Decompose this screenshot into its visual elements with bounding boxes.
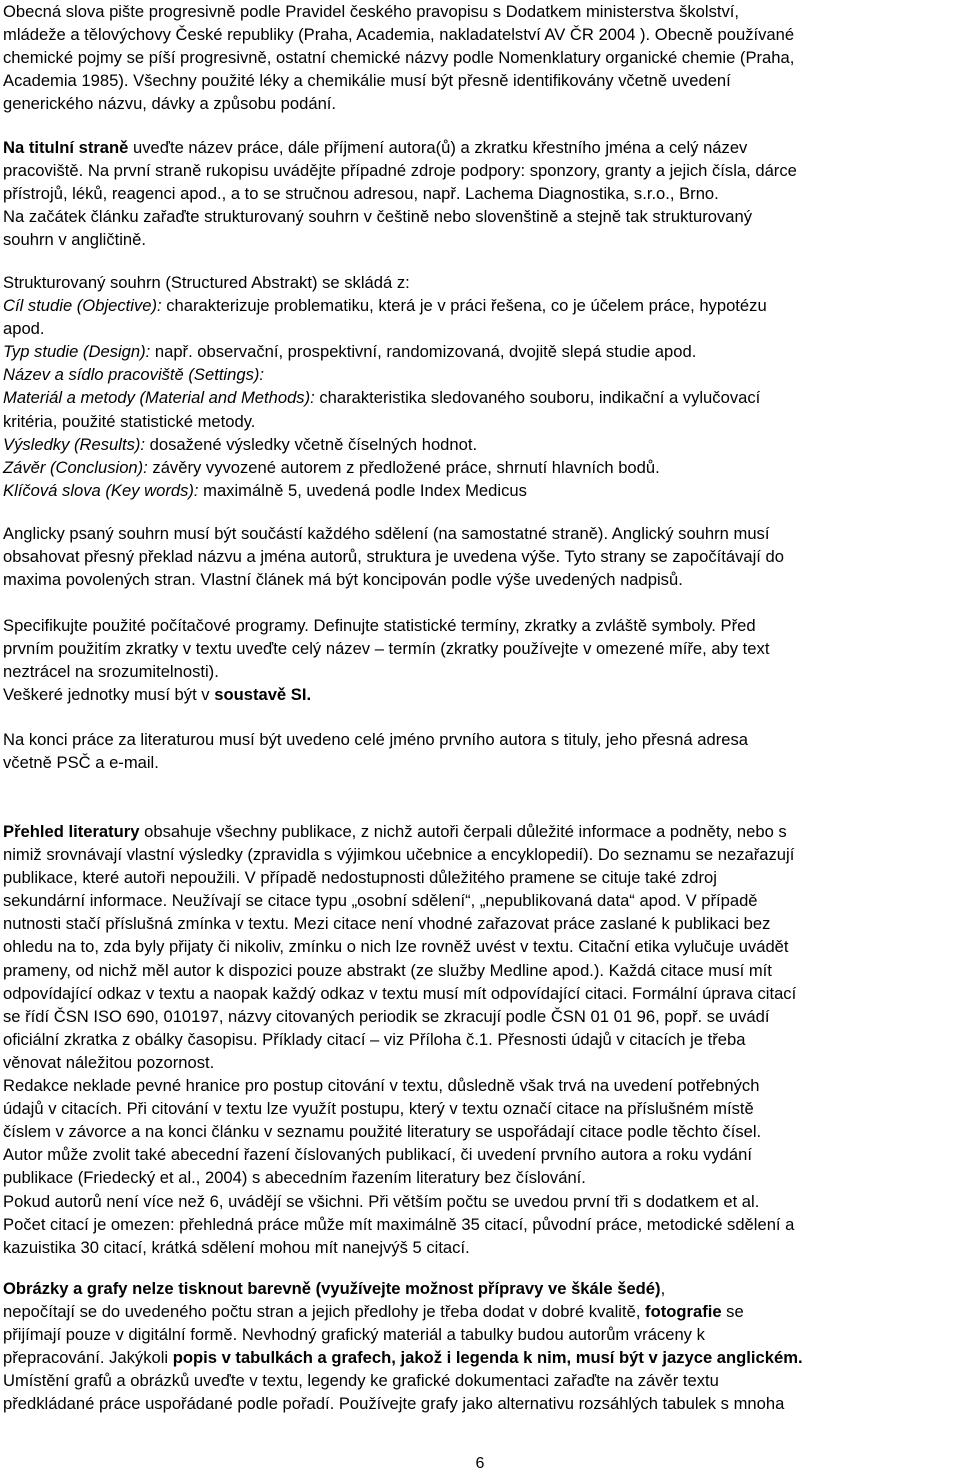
abstract-item [3, 479, 958, 502]
text-line: publikace, které autoři nepoužili. V případě nedostupnosti důležitého pramene se cituje také zdroj [3, 868, 717, 888]
item-text: dosažené výsledky včetně číselných hodnot. [145, 434, 478, 454]
text-line [3, 1300, 958, 1323]
item-text: např. observační, prospektivní, randomizovaná, dvojitě slepá studie apod. [150, 342, 697, 362]
text-line: se řídí ČSN ISO 690, 010197, názvy citovaných periodik se zkracují podle ČSN 01 01 96, popř. se uvádí [3, 1006, 770, 1026]
text-line: prameny, od nichž měl autor k dispozici pouze abstrakt (ze služby Medline apod.). Každá citace musí mít [3, 960, 772, 980]
text-line: Obecná slova pište progresivně podle Pravidel českého pravopisu s Dodatkem ministerstva školství, [3, 2, 740, 21]
text-line: souhrn v angličtině. [3, 230, 146, 250]
text-line: Redakce neklade pevné hranice pro postup citování v textu, důsledně však trvá na uvedení potřebných [3, 1076, 760, 1096]
paragraph-title-page [3, 136, 958, 251]
text-line: věnovat náležitou pozornost. [3, 1052, 215, 1072]
text-line: přístrojů, léků, reagenci apod., a to se stručnou adresou, např. Lachema Diagnostika, s.r.o., Brno. [3, 184, 719, 204]
text-fragment: , [660, 1279, 666, 1298]
item-text: charakteristika sledovaného souboru, indikační a vylučovací [314, 388, 761, 408]
text-line: Pokud autorů není více než 6, uvádějí se všichni. Při větším počtu se uvedou první tři s dodatkem et al. [3, 1191, 760, 1211]
abstract-item [3, 294, 958, 317]
text-line [3, 159, 958, 182]
text-line: Anglicky psaný souhrn musí být součástí každého sdělení (na samostatné straně). Anglický souhrn musí [3, 524, 770, 543]
paragraph-author-address [3, 728, 958, 774]
item-text: charakterizuje problematiku, která je v práci řešena, co je účelem práce, hypotézu [161, 296, 767, 316]
text-line: oficiální zkratka z obálky časopisu. Příklady citací – viz Příloha č.1. Přesnosti údajů v citacích je třeba [3, 1029, 746, 1049]
item-label: Název a sídlo pracoviště (Settings): [3, 365, 265, 385]
item-text: závěry vyvozené autorem z předložené práce, shrnutí hlavních bodů. [147, 457, 660, 477]
text-line: údajů v citacích. Při citování v textu lze využít postupu, který v textu označí citace na příslušném místě [3, 1099, 754, 1119]
paragraph-figures [3, 1277, 958, 1416]
text-line [3, 1346, 958, 1369]
text-line: včetně PSČ a e-mail. [3, 753, 159, 773]
text-line: maxima povolených stran. Vlastní článek má být koncipován podle výše uvedených nadpisů. [3, 570, 683, 590]
text-line [3, 136, 958, 159]
item-label: Klíčová slova (Key words): [3, 480, 199, 500]
item-label: Cíl studie (Objective): [3, 296, 162, 316]
text-fragment: Academia 1985). [3, 71, 134, 91]
abstract-item [3, 386, 958, 409]
text-line: mládeže a tělovýchovy České republiky (Praha, Academia, nakladatelství AV ČR 2004 ). Obecně používané [3, 25, 795, 45]
text-line [3, 69, 958, 92]
paragraph-english-abstract [3, 522, 958, 591]
abstract-item [3, 433, 958, 456]
text-line: ohledu na to, zda byly přijaty či nikoliv, zmínku o nich lze rovněž uvést v textu. Citační etika vylučuje uvádět [3, 937, 789, 957]
bold-term: popis v tabulkách a grafech, jakož i legenda k nim, musí být v jazyce anglickém. [172, 1348, 803, 1368]
text-line: číslem v závorce a na konci článku v seznamu použité literatury se uspořádají citace podle těchto čísel. [3, 1122, 762, 1142]
text-line: generického názvu, dávky a způsobu podání. [3, 94, 337, 114]
text-line: Strukturovaný souhrn (Structured Abstrakt) se skládá z: [3, 273, 410, 292]
text-line: Umístění grafů a obrázků uveďte v textu, legendy ke grafické dokumentaci zařaďte na závěr textu [3, 1371, 719, 1391]
text-fragment: nepočítají se do uvedeného počtu stran a jejich předlohy je třeba dodat v dobré kvalitě, [3, 1302, 646, 1322]
text-line: obsahovat přesný překlad názvu a jména autorů, struktura je uvedena výše. Tyto strany se započítávají do [3, 547, 784, 567]
text-line: předkládané práce uspořádané podle pořadí. Používejte grafy jako alternativu rozsáhlých tabulek s mnoha [3, 1394, 785, 1414]
text-line: apod. [3, 319, 45, 339]
text-fragment: uveďte název práce, dále příjmení autora(ů) a zkratku křestního jména a celý název [128, 138, 748, 157]
text-line: kazuistika 30 citací, krátká sdělení mohou mít nanejvýš 5 citací. [3, 1237, 470, 1257]
paragraph-references [3, 820, 958, 1259]
text-line: Autor může zvolit také abecední řazení číslovaných publikací, či uvedení prvního autora a roku vydání [3, 1145, 752, 1165]
text-line: Na konci práce za literaturou musí být uvedeno celé jméno prvního autora s tituly, jeho přesná adresa [3, 730, 748, 749]
paragraph-structured-abstract [3, 271, 958, 502]
paragraph-programs [3, 614, 958, 706]
text-line: kritéria, použité statistické metody. [3, 411, 256, 431]
text-fragment: Na první straně rukopisu uvádějte případné zdroje podpory: sponzory, granty a jejich čísla, dárce [83, 161, 797, 181]
text-line: sekundární informace. Neužívají se citace typu „osobní sdělení“, „nepublikovaná data“ apod. V případě [3, 891, 758, 911]
text-line [3, 1277, 958, 1300]
text-line: Na začátek článku zařaďte strukturovaný souhrn v češtině nebo slovenštině a stejně tak strukturovaný [3, 207, 753, 227]
bold-term: soustavě SI. [214, 685, 312, 705]
page-number: 6 [475, 1455, 485, 1472]
text-line: nimiž srovnávají vlastní výsledky (zpravidla s výjimkou učebnice a encyklopedií). Do seznamu se nezařazují [3, 845, 795, 865]
bold-term: Na titulní straně [3, 138, 129, 157]
text-fragment: obsahuje všechny publikace, z nichž autoři čerpali důležité informace a podněty, nebo s [139, 822, 787, 841]
bold-term: fotografie [645, 1302, 722, 1322]
text-line [3, 683, 958, 706]
text-fragment: se [721, 1302, 744, 1322]
text-fragment: Všechny použité léky a chemikálie musí být přesně identifikovány včetně uvedení [133, 71, 731, 91]
text-line: přijímají pouze v digitální formě. Nevhodný grafický materiál a tabulky budou autorům vráceny k [3, 1325, 705, 1345]
abstract-item [3, 456, 958, 479]
item-label: Výsledky (Results): [3, 434, 146, 454]
text-line: Počet citací je omezen: přehledná práce může mít maximálně 35 citací, původní práce, metodické sdělení a [3, 1214, 795, 1234]
text-fragment: přepracování. Jakýkoli [3, 1348, 173, 1368]
abstract-item [3, 363, 958, 386]
item-label: Závěr (Conclusion): [3, 457, 148, 477]
text-line: prvním použitím zkratky v textu uveďte celý název – termín (zkratky používejte v omezené míře, aby text [3, 639, 770, 659]
item-text: maximálně 5, uvedená podle Index Medicus [198, 480, 527, 500]
bold-term: Přehled literatury [3, 822, 140, 841]
text-line [3, 820, 958, 843]
paragraph-orthography [3, 0, 958, 115]
text-line: publikace (Friedecký et al., 2004) s abecedním řazením literatury bez číslování. [3, 1168, 586, 1188]
abstract-item [3, 340, 958, 363]
item-label: Materiál a metody (Material and Methods): [3, 388, 315, 408]
text-line: neztrácel na srozumitelnosti). [3, 662, 219, 682]
text-line: chemické pojmy se píší progresivně, ostatní chemické názvy podle Nomenklatury organické chemie (Praha, [3, 48, 795, 68]
bold-term: Obrázky a grafy nelze tisknout barevně (využívejte možnost přípravy ve škále šedé) [3, 1279, 661, 1298]
text-fragment: pracoviště. [3, 161, 84, 181]
text-fragment: Veškeré jednotky musí být v [3, 685, 215, 705]
text-line: odpovídající odkaz v textu a naopak každý odkaz v textu musí mít odpovídající citaci. Formální úprava citací [3, 983, 797, 1003]
text-line: nutnosti stačí příslušná zmínka v textu. Mezi citace není vhodné zařazovat práce zaslané k publikaci bez [3, 914, 771, 934]
item-label: Typ studie (Design): [3, 342, 151, 362]
text-line: Specifikujte použité počítačové programy. Definujte statistické termíny, zkratky a zvláště symboly. Před [3, 616, 756, 635]
